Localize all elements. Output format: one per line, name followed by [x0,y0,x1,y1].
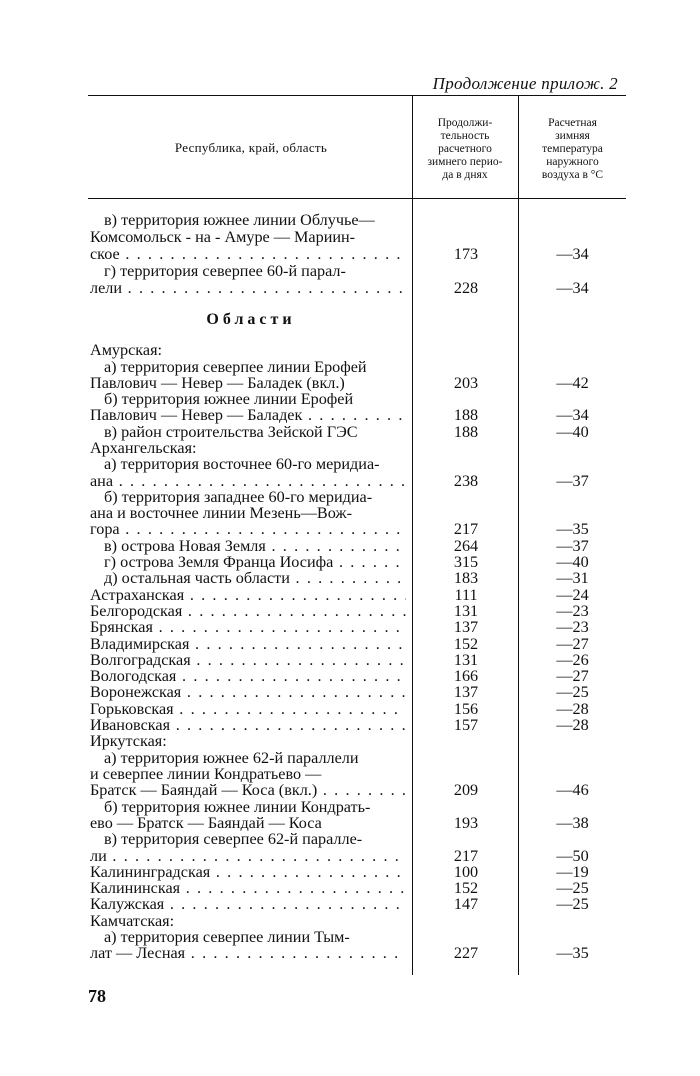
duration-value: 188 [453,406,479,424]
header-bottom-rule [88,198,626,199]
temperature-value: —28 [556,700,589,718]
row-label: Ивановская . . . [90,717,406,734]
duration-value: 131 [453,651,479,669]
header-temperature-line: зимняя [555,130,590,142]
row-label: Калининская . . . [90,880,406,897]
temperature-value: —23 [556,602,589,620]
duration-value: 203 [453,374,479,392]
header-duration-line: зимнего перио- [427,156,503,168]
temperature-value: —27 [556,667,589,685]
header-duration-line: Продолжи- [437,117,493,129]
row-label: б) территория западнее 60-го меридиа- [104,488,373,506]
row-label: д) остальная часть области . . . [104,570,406,587]
temperature-value: —31 [556,569,589,587]
header-duration-line: тельность [440,130,490,142]
temperature-value: —37 [556,537,589,555]
temperature-value: —40 [556,553,589,571]
header-temperature-line: наружного [546,156,599,168]
duration-value: 183 [453,569,479,587]
row-label: б) территория южнее линии Кондрать- [104,798,371,816]
header-duration-line: расчетного [438,143,492,155]
duration-value: 131 [453,602,479,620]
temperature-value: —26 [556,651,589,669]
row-label: а) территория восточнее 60-го меридиа- [104,455,380,473]
duration-value: 228 [453,279,479,297]
row-label: а) территория северпее линии Тым- [104,928,350,946]
row-label: Амурская: [90,341,163,359]
row-label: ана и восточнее линии Мезень—Вож- [90,504,352,522]
row-label: Братск — Баяндай — Коса (вкл.) . . . [90,782,406,799]
temperature-value: —35 [556,944,589,962]
row-label: а) территория южнее 62-й параллели [104,749,359,767]
duration-value: 111 [454,586,478,604]
duration-value: 147 [453,895,479,913]
duration-value: 264 [453,537,479,555]
header-region: Республика, край, область [174,140,328,155]
header-temperature-line: температура [542,143,603,155]
row-label: Воронежская . . . [90,684,406,701]
temperature-value: —25 [556,879,589,897]
header-top-rule [88,95,626,96]
temperature-value: —34 [556,279,589,297]
row-label: Павлович — Невер — Баладек . . . [90,407,406,424]
duration-value: 217 [453,520,479,538]
row-label: Калининградская . . . [90,864,406,881]
section-heading: Области [206,311,296,328]
row-label: Владимирская . . . [90,636,406,653]
row-label: и северпее линии Кондратьево — [90,765,322,783]
row-label: ево — Братск — Баяндай — Коса [90,814,322,832]
row-label: Брянская . . . [90,619,406,636]
duration-value: 227 [453,944,479,962]
row-label: в) территория южнее линии Облучье— [104,211,375,229]
temperature-value: —34 [556,245,589,263]
page-number: 78 [88,986,106,1006]
duration-value: 209 [453,781,479,799]
row-label: Павлович — Невер — Баладек (вкл.) [90,374,345,392]
temperature-value: —50 [556,847,589,865]
duration-value: 173 [453,245,479,263]
row-label: в) территория северпее 62-й паралле- [104,830,363,848]
temperature-value: —25 [556,895,589,913]
row-label: в) острова Новая Земля . . . [104,538,406,555]
temperature-value: —42 [556,374,589,392]
row-label: Комсомольск - на - Амуре — Мариин- [90,228,356,246]
temperature-value: —23 [556,618,589,636]
row-label: Иркутская: [90,732,167,750]
temperature-value: —24 [556,586,589,604]
duration-value: 152 [453,879,479,897]
row-label: Белгородская . . . [90,603,406,620]
row-label: ское . . . [90,246,406,263]
row-label: Вологодская . . . [90,668,406,685]
row-label: ана . . . [90,473,406,490]
running-head: Продолжение прилож. 2 [432,74,618,93]
row-label: лат — Лесная . . . [90,945,406,962]
duration-value: 315 [453,553,479,571]
row-label: гора . . . [90,521,406,538]
header-temperature-line: Расчетная [548,117,597,129]
row-label: Горьковская . . . [90,701,406,718]
duration-value: 152 [453,635,479,653]
duration-value: 188 [453,423,479,441]
temperature-value: —28 [556,716,589,734]
temperature-value: —19 [556,863,589,881]
row-label: в) район строительства Зейской ГЭС [104,423,358,441]
duration-value: 100 [453,863,479,881]
duration-value: 157 [453,716,479,734]
header-temperature-line: воздуха в °С [541,169,604,181]
row-label: лели . . . [90,280,406,297]
header-temperature [520,117,625,182]
row-label: Архангельская: [90,439,197,457]
temperature-value: —46 [556,781,589,799]
row-label: ли . . . [90,848,406,865]
column-divider-right [518,95,519,975]
header-duration-line: да в днях [442,169,488,181]
header-duration [414,117,516,182]
row-label: б) территория южнее линии Ерофей [104,390,354,408]
row-label: Калужская . . . [90,896,406,913]
row-label: Астраханская . . . [90,587,406,604]
duration-value: 193 [453,814,479,832]
temperature-value: —27 [556,635,589,653]
temperature-value: —35 [556,520,589,538]
temperature-value: —25 [556,683,589,701]
duration-value: 137 [453,618,479,636]
temperature-value: —37 [556,472,589,490]
column-divider-left [412,95,413,975]
row-label: Камчатская: [90,912,175,930]
row-label: г) острова Земля Франца Иосифа . . . [104,554,406,571]
duration-value: 217 [453,847,479,865]
row-label: г) территория северпее 60-й парал- [104,262,346,280]
temperature-value: —34 [556,406,589,424]
temperature-value: —38 [556,814,589,832]
duration-value: 137 [453,683,479,701]
row-label: Волгоградская . . . [90,652,406,669]
duration-value: 156 [453,700,479,718]
row-label: а) территория северпее линии Ерофей [104,358,367,376]
duration-value: 166 [453,667,479,685]
duration-value: 238 [453,472,479,490]
temperature-value: —40 [556,423,589,441]
